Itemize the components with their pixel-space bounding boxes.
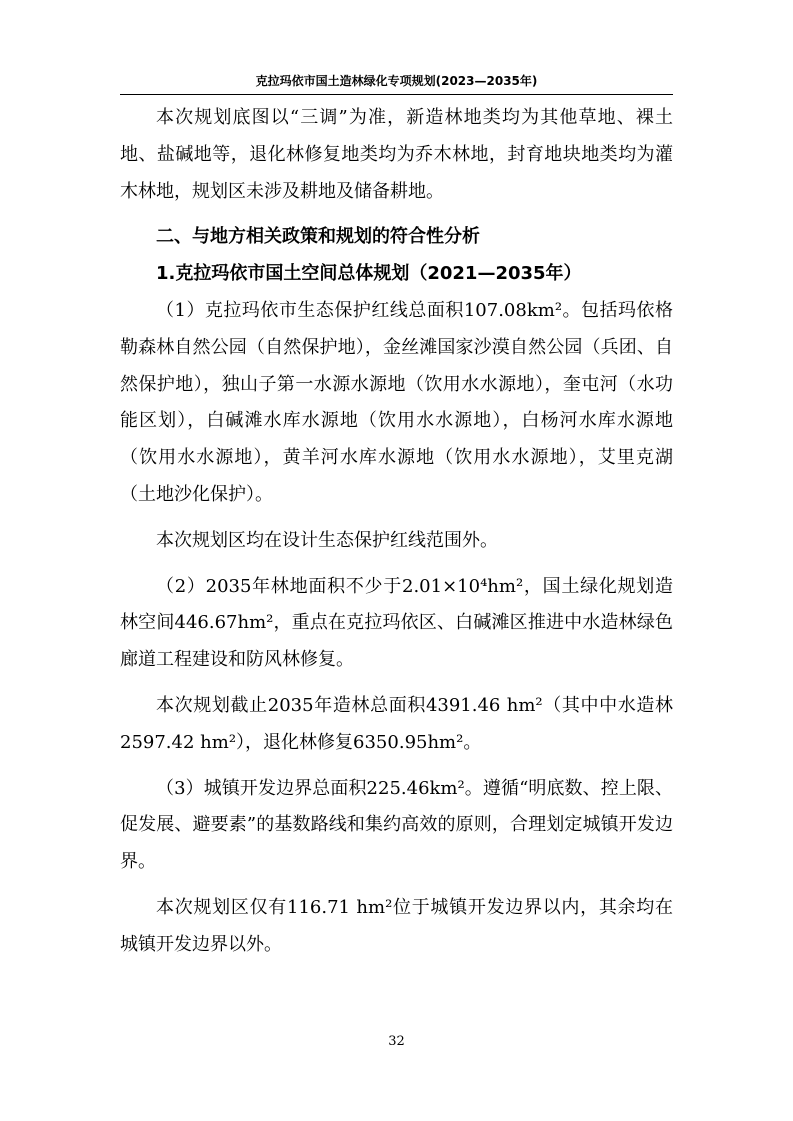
header-rule — [120, 94, 673, 95]
page-body — [120, 100, 673, 964]
page-number: 32 — [388, 1034, 405, 1049]
paragraph-item-3: （3）城镇开发边界总面积225.46km²。遵循“明底数、控上限、促发展、避要素”的基数路线和集约高效的原则，合理划定城镇开发边界。 — [120, 777, 673, 873]
paragraph-item-3-conclusion: 本次规划区仅有116.71 hm²位于城镇开发边界以内，其余均在城镇开发边界以外。 — [120, 896, 673, 955]
section-heading: 二、与地方相关政策和规划的符合性分析 — [156, 226, 480, 248]
paragraph-item-1: （1）克拉玛依市生态保护红线总面积107.08km²。包括玛依格勒森林自然公园（自然保护地），金丝滩国家沙漠自然公园（兵团、自然保护地），独山子第一水源水源地（饮用水水源地），奎屯河（水功能区划），白碱滩水库水源地（饮用水水源地），白杨河水库水源地（饮用水水源地），黄羊河水库水源地（饮用水水源地），艾里克湖（土地沙化保护）。 — [120, 299, 673, 505]
subsection-heading: 1.克拉玛依市国土空间总体规划（2021—2035年） — [156, 263, 582, 285]
paragraph-item-1-conclusion: 本次规划区均在设计生态保护红线范围外。 — [156, 529, 498, 551]
paragraph-base-map: 本次规划底图以“三调”为准，新造林地类均为其他草地、裸土地、盐碱地等，退化林修复地类均为乔木林地，封育地块地类均为灌木林地，规划区未涉及耕地及储备耕地。 — [120, 107, 673, 202]
paragraph-item-2: （2）2035年林地面积不少于2.01×10⁴hm²，国土绿化规划造林空间446.67hm²，重点在克拉玛依区、白碱滩区推进中水造林绿色廊道工程建设和防风林修复。 — [120, 575, 673, 671]
running-header: 克拉玛依市国土造林绿化专项规划(2023—2035年) — [255, 74, 538, 88]
paragraph-item-2-conclusion: 本次规划截止2035年造林总面积4391.46 hm²（其中中水造林2597.42 hm²），退化林修复6350.95hm²。 — [120, 694, 673, 753]
